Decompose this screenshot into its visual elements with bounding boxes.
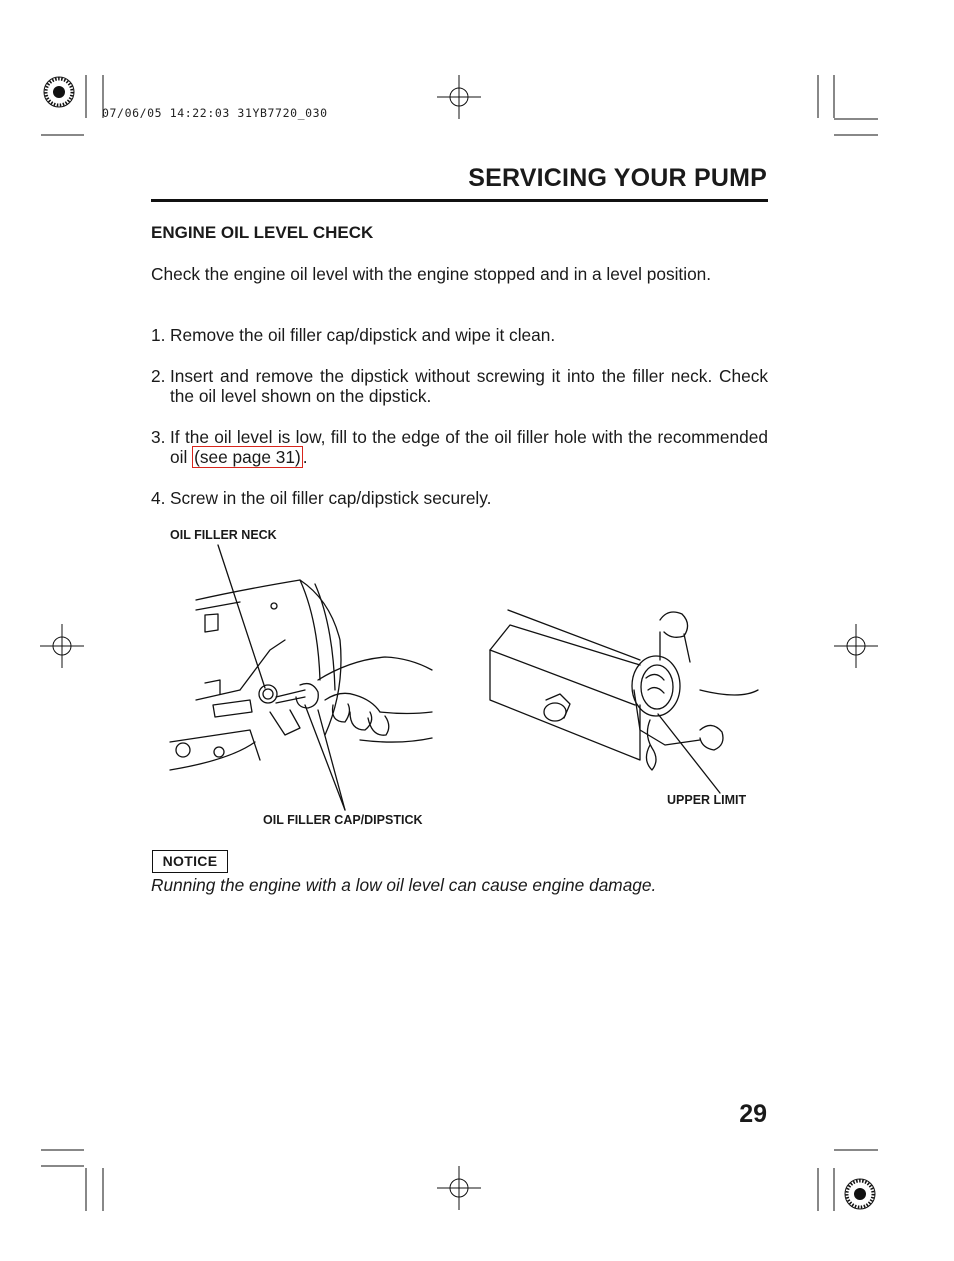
step-text: Insert and remove the dipstick without screwing it into the filler neck. Check the oil level shown on the dipstick. xyxy=(170,366,768,406)
step-number: 3. xyxy=(151,427,166,447)
notice-text: Running the engine with a low oil level can cause engine damage. xyxy=(151,875,657,895)
engine-dipstick-drawing xyxy=(170,580,432,770)
section-title: SERVICING YOUR PUMP xyxy=(468,164,767,192)
step-text: Screw in the oil filler cap/dipstick securely. xyxy=(170,488,492,508)
upper-limit-label: UPPER LIMIT xyxy=(667,793,747,807)
filler-neck-drawing xyxy=(490,610,758,770)
intro-paragraph: Check the engine oil level with the engine stopped and in a level position. xyxy=(151,264,712,284)
print-stamp: 07/06/05 14:22:03 31YB7720_030 xyxy=(102,106,328,120)
oil-filler-neck-leader xyxy=(218,545,265,688)
page-number: 29 xyxy=(739,1100,767,1128)
step-number: 4. xyxy=(151,488,166,508)
oil-filler-cap-label: OIL FILLER CAP/DIPSTICK xyxy=(263,813,423,827)
oil-filler-neck-label: OIL FILLER NECK xyxy=(170,528,277,542)
step-number: 2. xyxy=(151,366,166,386)
step-text-after: . xyxy=(302,447,308,467)
page-31-link[interactable]: (see page 31) xyxy=(194,447,301,467)
step-text-before: If the oil level is low, fill to the edge of the oil filler hole with the recommended oil xyxy=(170,427,768,467)
step-number: 1. xyxy=(151,325,166,345)
step-text: Remove the oil filler cap/dipstick and wipe it clean. xyxy=(170,325,556,345)
subheading: ENGINE OIL LEVEL CHECK xyxy=(151,223,374,242)
notice-label: NOTICE xyxy=(152,850,228,873)
